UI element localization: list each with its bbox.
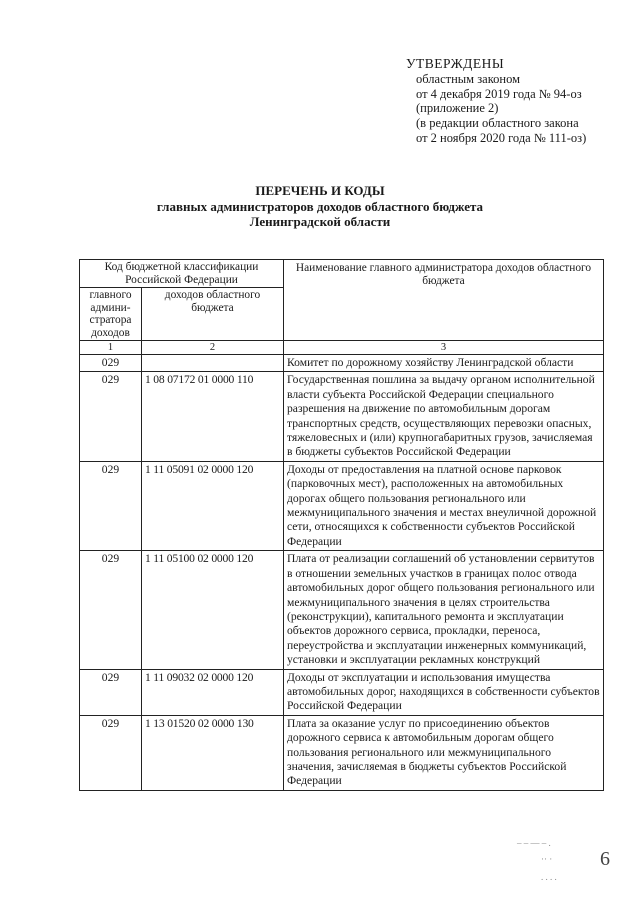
name-cell: Плата от реализации соглашений об установлении сервитутов в отношении земельных участков в границах полос отвода автомобильных дорог общего пользования регионального или межмуниципального значения в целях строительства (реконструкции), капитального ремонта и эксплуатации объектов дорожного сервиса, прокладки, переноса, переустройства и эксплуатации инженерных коммуникаций, установки и эксплуатации рекламных конструкций — [284, 551, 604, 669]
name-cell: Доходы от эксплуатации и использования имущества автомобильных дорог, находящихся в собственности субъектов Российской Федерации — [284, 669, 604, 715]
header-budget-classification: Код бюджетной классификации Российской Федерации — [80, 260, 284, 288]
document-title — [0, 183, 640, 230]
header-administrator-name: Наименование главного администратора доходов областного бюджета — [284, 260, 604, 341]
scan-mark: – – — – . — [517, 838, 551, 848]
table-row — [80, 461, 604, 550]
income-code-cell: 1 08 07172 01 0000 110 — [142, 372, 284, 461]
header-admin-code: главного админи-стратора доходов — [80, 288, 142, 341]
name-cell: Государственная пошлина за выдачу органом исполнительной власти субъекта Российской Федерации специального разрешения на движение по автомобильным дорогам транспортных средств, осуществляющих перевозки опасных, тяжеловесных и (или) крупногабаритных грузов, зачисляемая в бюджеты субъектов Российской Федерации — [284, 372, 604, 461]
approval-stamp — [406, 57, 586, 146]
revenue-codes-table — [79, 259, 604, 791]
page-mark: 6 — [600, 848, 610, 870]
table-row — [80, 715, 604, 790]
scan-mark: . . . . — [541, 872, 557, 882]
title-line-1: ПЕРЕЧЕНЬ И КОДЫ — [255, 183, 385, 198]
scan-mark: ·· · — [541, 854, 553, 864]
income-code-cell: 1 13 01520 02 0000 130 — [142, 715, 284, 790]
table-row — [80, 551, 604, 669]
admin-code-cell: 029 — [80, 372, 142, 461]
approval-line: от 2 ноября 2020 года № 111-оз) — [416, 130, 587, 145]
header-income-code: доходов областного бюджета — [142, 288, 284, 341]
column-number: 1 — [80, 341, 142, 355]
admin-code-cell: 029 — [80, 355, 142, 372]
approval-line: от 4 декабря 2019 года № 94-оз — [416, 86, 582, 101]
admin-code-cell: 029 — [80, 669, 142, 715]
table-row — [80, 669, 604, 715]
approval-line: (приложение 2) — [416, 101, 499, 116]
admin-code-cell: 029 — [80, 461, 142, 550]
name-cell: Комитет по дорожному хозяйству Ленинградской области — [284, 355, 604, 372]
income-code-cell: 1 11 09032 02 0000 120 — [142, 669, 284, 715]
name-cell: Доходы от предоставления на платной основе парковок (парковочных мест), расположенных на автомобильных дорогах общего пользования регионального или межмуниципального значения и местах внеуличной дорожной сети, относящихся к собственности субъектов Российской Федерации — [284, 461, 604, 550]
admin-code-cell: 029 — [80, 551, 142, 669]
title-line-3: Ленинградской области — [249, 214, 391, 229]
income-code-cell: 1 11 05100 02 0000 120 — [142, 551, 284, 669]
approval-line: (в редакции областного закона — [416, 116, 579, 131]
approval-line: областным законом — [416, 71, 521, 86]
table-row — [80, 355, 604, 372]
income-code-cell: 1 11 05091 02 0000 120 — [142, 461, 284, 550]
title-line-2: главных администраторов доходов областного бюджета — [156, 198, 484, 214]
column-number: 3 — [284, 341, 604, 355]
admin-code-cell: 029 — [80, 715, 142, 790]
income-code-cell — [142, 355, 284, 372]
name-cell: Плата за оказание услуг по присоединению объектов дорожного сервиса к автомобильным дорогам общего пользования регионального или межмуниципального значения, зачисляемая в бюджеты субъектов Российской Федерации — [284, 715, 604, 790]
approval-heading: УТВЕРЖДЕНЫ — [406, 56, 505, 71]
table-row — [80, 372, 604, 461]
column-number: 2 — [142, 341, 284, 355]
